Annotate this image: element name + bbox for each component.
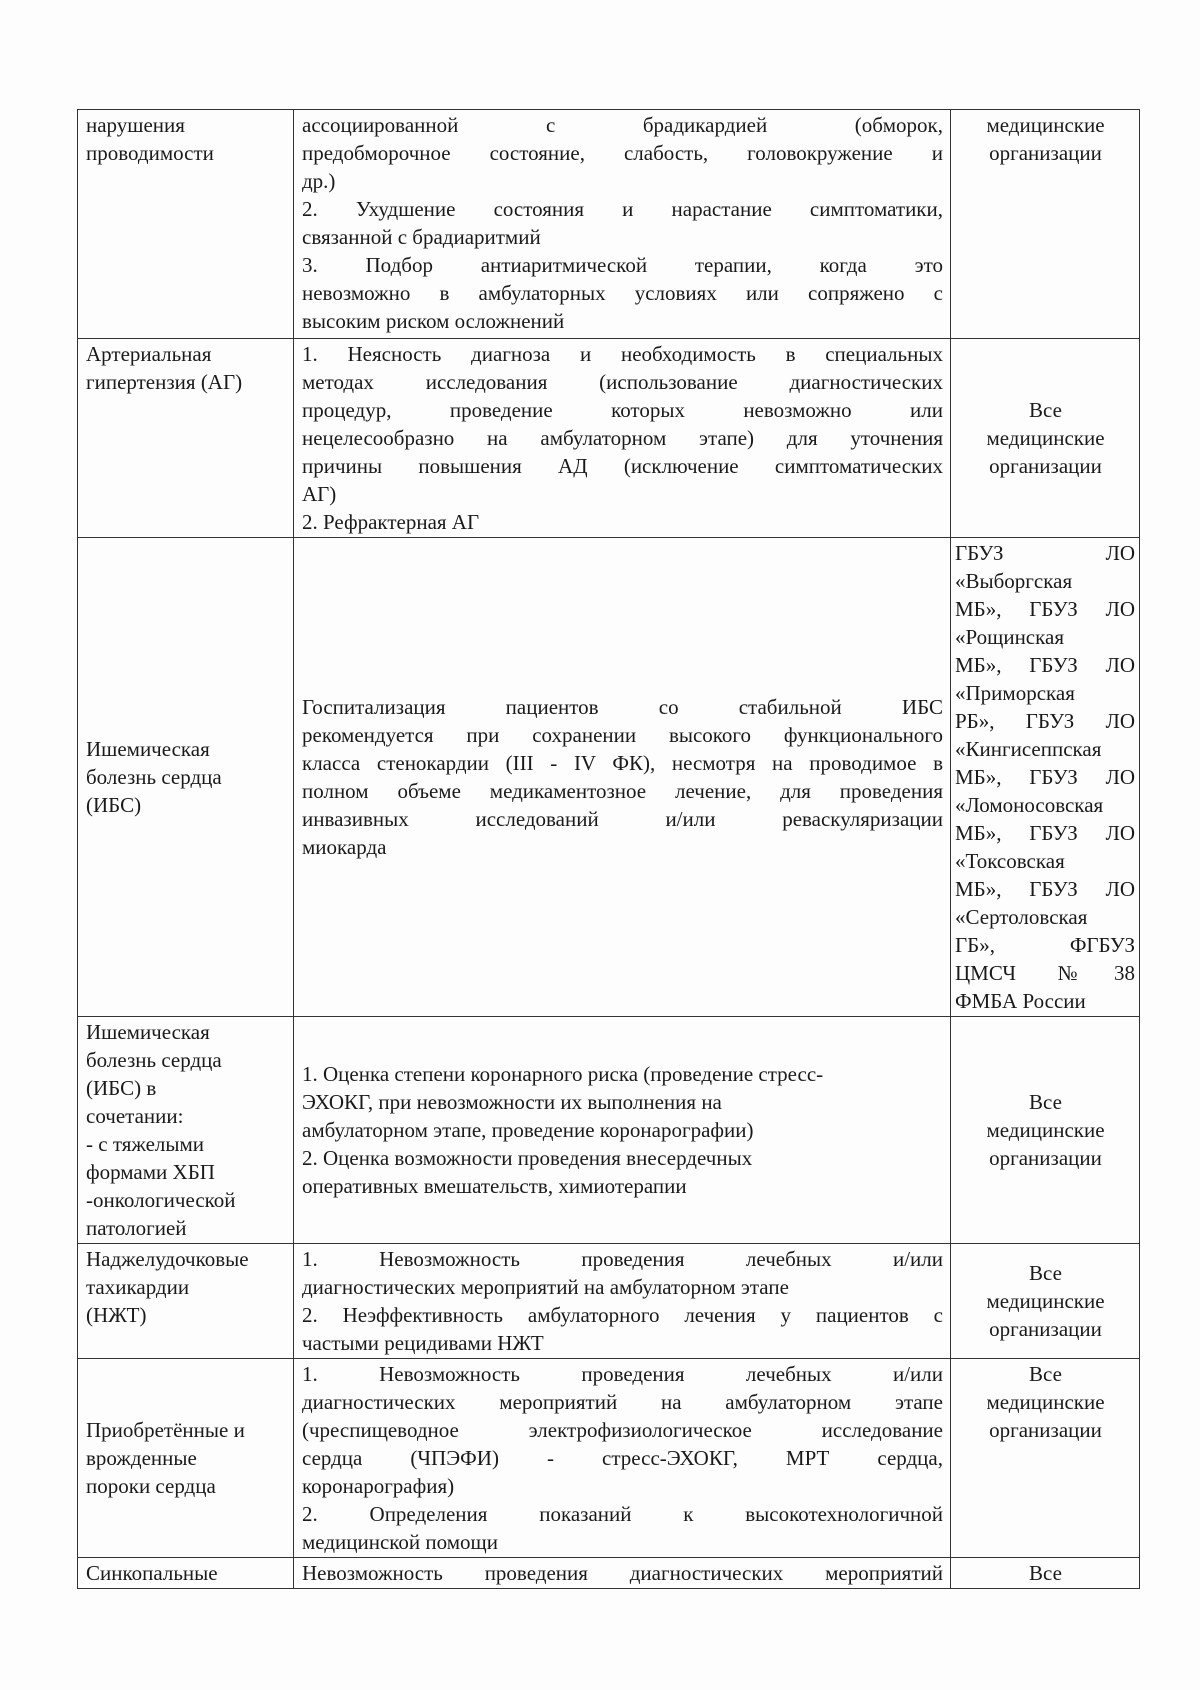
organization-line: Все bbox=[1029, 1090, 1062, 1114]
condition-line: гипертензия (АГ) bbox=[86, 370, 243, 394]
description-line: 1. Неясность диагноза и необходимость в специальных bbox=[302, 342, 943, 366]
table-row bbox=[78, 538, 1140, 1017]
description-line: др.) bbox=[302, 169, 336, 193]
description-line: причины повышения АД (исключение симптоматических bbox=[302, 454, 943, 478]
condition-line: Приобретённые и bbox=[86, 1418, 245, 1442]
organization-line: «Рощинская bbox=[955, 625, 1064, 649]
organization-line: ГБУЗ ЛО bbox=[955, 541, 1135, 565]
organizations-cell bbox=[951, 538, 1140, 1017]
table-row bbox=[78, 1017, 1140, 1244]
table-row bbox=[78, 1244, 1140, 1359]
description-line: нецелесообразно на амбулаторном этапе) для уточнения bbox=[302, 426, 943, 450]
description-line: полном объеме медикаментозное лечение, для проведения bbox=[302, 779, 943, 803]
description-line: связанной с брадиаритмий bbox=[302, 225, 541, 249]
organization-line: Все bbox=[1029, 398, 1062, 422]
description-line: 2. Рефрактерная АГ bbox=[302, 510, 480, 534]
description-line: частыми рецидивами НЖТ bbox=[302, 1331, 544, 1355]
organization-line: организации bbox=[989, 1418, 1102, 1442]
organization-line: «Токсовская bbox=[955, 849, 1065, 873]
description-line: 2. Определения показаний к высокотехнологичной bbox=[302, 1502, 943, 1526]
description-cell bbox=[294, 538, 951, 1017]
condition-cell bbox=[78, 1558, 294, 1589]
organizations-cell bbox=[951, 1244, 1140, 1359]
description-line: 2. Оценка возможности проведения внесердечных bbox=[302, 1146, 753, 1170]
condition-line: Синкопальные bbox=[86, 1561, 218, 1585]
description-line: высоким риском осложнений bbox=[302, 309, 565, 333]
condition-line: пороки сердца bbox=[86, 1474, 216, 1498]
table-row bbox=[78, 1558, 1140, 1589]
condition-cell bbox=[78, 1244, 294, 1359]
organization-line: Все bbox=[1029, 1561, 1062, 1585]
organization-line: организации bbox=[989, 1146, 1102, 1170]
condition-line: врожденные bbox=[86, 1446, 197, 1470]
description-line: 1. Невозможность проведения лечебных и/или bbox=[302, 1362, 943, 1386]
organizations-cell bbox=[951, 110, 1140, 339]
organization-line: МБ», ГБУЗ ЛО bbox=[955, 765, 1135, 789]
description-cell bbox=[294, 1244, 951, 1359]
condition-line: сочетании: bbox=[86, 1104, 184, 1128]
description-line: медицинской помощи bbox=[302, 1530, 498, 1554]
organization-line: организации bbox=[989, 1317, 1102, 1341]
condition-cell bbox=[78, 538, 294, 1017]
condition-line: (ИБС) bbox=[86, 793, 142, 817]
condition-line: проводимости bbox=[86, 141, 214, 165]
organization-line: «Сертоловская bbox=[955, 905, 1088, 929]
organization-line: «Ломоносовская bbox=[955, 793, 1104, 817]
description-line: диагностических мероприятий на амбулаторном этапе bbox=[302, 1275, 789, 1299]
organizations-cell bbox=[951, 1558, 1140, 1589]
condition-line: болезнь сердца bbox=[86, 1048, 222, 1072]
description-line: класса стенокардии (III - IV ФК), несмотря на проводимое в bbox=[302, 751, 943, 775]
organization-line: ЦМСЧ №38 bbox=[955, 961, 1135, 985]
organization-line: МБ», ГБУЗ ЛО bbox=[955, 821, 1135, 845]
description-cell bbox=[294, 110, 951, 339]
description-line: (чреспищеводное электрофизиологическое исследование bbox=[302, 1418, 943, 1442]
description-line: процедур, проведение которых невозможно или bbox=[302, 398, 943, 422]
organization-line: МБ», ГБУЗ ЛО bbox=[955, 877, 1135, 901]
condition-line: нарушения bbox=[86, 113, 185, 137]
condition-line: патологией bbox=[86, 1216, 187, 1240]
organization-line: медицинские bbox=[986, 1118, 1105, 1142]
description-line: рекомендуется при сохранении высокого функционального bbox=[302, 723, 943, 747]
description-line: ЭХОКГ, при невозможности их выполнения на bbox=[302, 1090, 722, 1114]
description-cell bbox=[294, 1558, 951, 1589]
description-line: предобморочное состояние, слабость, головокружение и bbox=[302, 141, 943, 165]
description-line: амбулаторном этапе, проведение коронарографии) bbox=[302, 1118, 754, 1142]
description-line: 2. Неэффективность амбулаторного лечения у пациентов с bbox=[302, 1303, 943, 1327]
description-cell bbox=[294, 1017, 951, 1244]
condition-line: болезнь сердца bbox=[86, 765, 222, 789]
condition-line: -онкологической bbox=[86, 1188, 236, 1212]
organization-line: Все bbox=[1029, 1261, 1062, 1285]
description-line: методах исследования (использование диагностических bbox=[302, 370, 943, 394]
description-line: оперативных вмешательств, химиотерапии bbox=[302, 1174, 687, 1198]
description-line: 1. Оценка степени коронарного риска (проведение стресс- bbox=[302, 1062, 824, 1086]
description-line: 1. Невозможность проведения лечебных и/или bbox=[302, 1247, 943, 1271]
condition-line: Артериальная bbox=[86, 342, 212, 366]
organization-line: медицинские bbox=[986, 113, 1105, 137]
description-cell bbox=[294, 1359, 951, 1558]
organization-line: медицинские bbox=[986, 426, 1105, 450]
organization-line: МБ», ГБУЗ ЛО bbox=[955, 653, 1135, 677]
organizations-cell bbox=[951, 1359, 1140, 1558]
table-row bbox=[78, 110, 1140, 339]
description-cell bbox=[294, 339, 951, 538]
organization-line: МБ», ГБУЗ ЛО bbox=[955, 597, 1135, 621]
description-line: ассоциированной с брадикардией (обморок, bbox=[302, 113, 943, 137]
organization-line: ФМБА России bbox=[955, 989, 1086, 1013]
organization-line: «Кингисеппская bbox=[955, 737, 1102, 761]
description-line: сердца (ЧПЭФИ) - стресс-ЭХОКГ, МРТ сердца, bbox=[302, 1446, 943, 1470]
condition-line: тахикардии bbox=[86, 1275, 190, 1299]
organization-line: Все bbox=[1029, 1362, 1062, 1386]
condition-cell bbox=[78, 1017, 294, 1244]
organizations-cell bbox=[951, 1017, 1140, 1244]
organization-line: организации bbox=[989, 141, 1102, 165]
organization-line: РБ», ГБУЗ ЛО bbox=[955, 709, 1135, 733]
organization-line: ГБ», ФГБУЗ bbox=[955, 933, 1135, 957]
condition-line: (НЖТ) bbox=[86, 1303, 147, 1327]
organization-line: медицинские bbox=[986, 1289, 1105, 1313]
organization-line: «Выборгская bbox=[955, 569, 1073, 593]
condition-line: Наджелудочковые bbox=[86, 1247, 249, 1271]
description-line: 3. Подбор антиаритмической терапии, когда это bbox=[302, 253, 943, 277]
organization-line: медицинские bbox=[986, 1390, 1105, 1414]
table-row bbox=[78, 339, 1140, 538]
condition-line: Ишемическая bbox=[86, 1020, 210, 1044]
description-line: диагностических мероприятий на амбулаторном этапе bbox=[302, 1390, 943, 1414]
condition-line: Ишемическая bbox=[86, 737, 210, 761]
description-line: инвазивных исследований и/или реваскуляризации bbox=[302, 807, 943, 831]
organization-line: организации bbox=[989, 454, 1102, 478]
condition-cell bbox=[78, 110, 294, 339]
description-line: АГ) bbox=[302, 482, 337, 506]
description-line: Госпитализация пациентов со стабильной ИБС bbox=[302, 695, 943, 719]
hospitalization-criteria-table bbox=[77, 109, 1140, 1589]
organization-line: «Приморская bbox=[955, 681, 1075, 705]
condition-cell bbox=[78, 1359, 294, 1558]
description-line: невозможно в амбулаторных условиях или сопряжено с bbox=[302, 281, 943, 305]
organizations-cell bbox=[951, 339, 1140, 538]
description-line: коронарография) bbox=[302, 1474, 455, 1498]
condition-cell bbox=[78, 339, 294, 538]
table-row bbox=[78, 1359, 1140, 1558]
condition-line: (ИБС) в bbox=[86, 1076, 157, 1100]
description-line: 2. Ухудшение состояния и нарастание симптоматики, bbox=[302, 197, 943, 221]
description-line: Невозможность проведения диагностических мероприятий bbox=[302, 1561, 943, 1585]
condition-line: - с тяжелыми bbox=[86, 1132, 205, 1156]
description-line: миокарда bbox=[302, 835, 387, 859]
condition-line: формами ХБП bbox=[86, 1160, 215, 1184]
